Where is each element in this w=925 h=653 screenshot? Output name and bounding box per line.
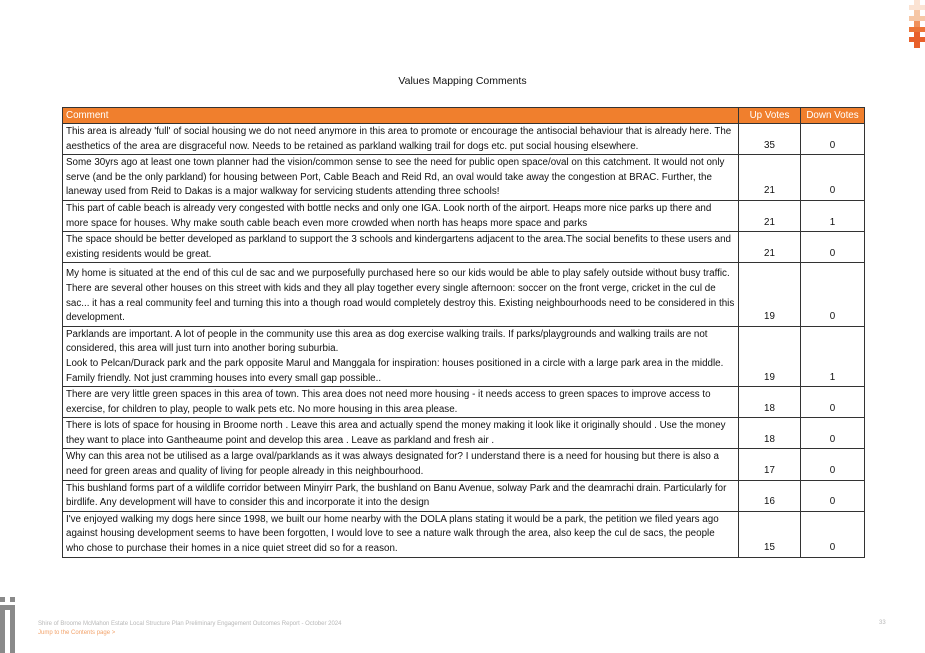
up-votes-cell: 21 xyxy=(739,155,801,201)
down-votes-cell: 0 xyxy=(801,387,865,418)
comments-table xyxy=(62,107,865,558)
down-votes-cell: 0 xyxy=(801,511,865,557)
up-votes-cell: 35 xyxy=(739,124,801,155)
header-up-votes: Up Votes xyxy=(739,108,801,124)
up-votes-cell: 21 xyxy=(739,200,801,231)
up-votes-cell: 18 xyxy=(739,387,801,418)
page-title: Values Mapping Comments xyxy=(398,75,527,87)
page-number: 33 xyxy=(879,620,886,626)
down-votes-cell: 0 xyxy=(801,418,865,449)
header-down-votes: Down Votes xyxy=(801,108,865,124)
up-votes-cell: 16 xyxy=(739,480,801,511)
comment-cell: I've enjoyed walking my dogs here since 1998, we built our home nearby with the DOLA plans stating it would be a park, the petition we filed years ago against housing development seems to have been forgotten, I would love to see a nature walk through the area, also keep the cul de sacs, the people who chose to purchase their homes in a nice quiet street did so for a reason. xyxy=(63,511,739,557)
down-votes-cell: 1 xyxy=(801,200,865,231)
contents-link[interactable]: Jump to the Contents page > xyxy=(38,630,116,636)
up-votes-cell: 21 xyxy=(739,232,801,263)
footer xyxy=(38,620,341,638)
table-row xyxy=(63,418,865,449)
comment-cell: Parklands are important. A lot of people in the community use this area as dog exercise walking trails. If parks/playgrounds and walking trails are not considered, this area will just turn into another boring suburbia. Look to Pelcan/Durack park and the park opposite Marul and Manggala for inspiration: houses positioned in a circle with a large park area in the middle. Family friendly. Not just cramming houses into every small gap possible.. xyxy=(63,326,739,386)
footer-report-title: Shire of Broome McMahon Estate Local Structure Plan Preliminary Engagement Outcomes Report - October 2024 xyxy=(38,621,342,627)
table-row xyxy=(63,511,865,557)
comment-cell: Why can this area not be utilised as a large oval/parklands as it was always designated for? I understand there is a need for housing but there is also a need for green areas and quality of living for people already in this neighbourhood. xyxy=(63,449,739,480)
comment-cell: This bushland forms part of a wildlife corridor between Minyirr Park, the bushland on Banu Avenue, solway Park and the deamrachi drain. Particularly for birdlife. Any development will have to consider this and incorporate it into the design xyxy=(63,480,739,511)
table-row xyxy=(63,200,865,231)
table-row xyxy=(63,232,865,263)
brand-mark-grey-icon xyxy=(0,597,16,653)
down-votes-cell: 0 xyxy=(801,263,865,326)
comment-cell: There is lots of space for housing in Broome north . Leave this area and actually spend the money making it look like it originally should . Use the money they want to place into Gantheaume point and develop this area . Leave as parkland and fresh air . xyxy=(63,418,739,449)
up-votes-cell: 17 xyxy=(739,449,801,480)
comment-cell: My home is situated at the end of this cul de sac and we purposefully purchased here so our kids would be able to play safely outside without busy traffic. There are several other houses on this street with kids and they all play together every single afternoon: soccer on the front verge, cricket in the cul de sac... it has a real community feel and turning this into a though road would completely destroy this. Existing neighbourhoods need to be considered in this development. xyxy=(63,263,739,326)
up-votes-cell: 19 xyxy=(739,326,801,386)
comment-cell: Some 30yrs ago at least one town planner had the vision/common sense to see the need for public open space/oval on this catchment. It would not only serve (and be the only parkland) for housing between Port, Cable Beach and Reid Rd, an oval would take away the congestion at BRAC. Further, the laneway used from Reid to Dakas is a major walkway for servicing students attending three schools! xyxy=(63,155,739,201)
down-votes-cell: 0 xyxy=(801,232,865,263)
brand-mark-icon xyxy=(909,0,925,48)
table-row xyxy=(63,480,865,511)
table-row xyxy=(63,326,865,386)
down-votes-cell: 0 xyxy=(801,124,865,155)
table-row xyxy=(63,124,865,155)
up-votes-cell: 19 xyxy=(739,263,801,326)
comment-cell: This part of cable beach is already very congested with bottle necks and only one IGA. Look north of the airport. Heaps more nice parks up there and more space for houses. Why make south cable beach even more crowded when north has heaps more space and parks xyxy=(63,200,739,231)
table-row xyxy=(63,387,865,418)
up-votes-cell: 15 xyxy=(739,511,801,557)
down-votes-cell: 1 xyxy=(801,326,865,386)
header-comment: Comment xyxy=(63,108,739,124)
comment-cell: The space should be better developed as parkland to support the 3 schools and kindergartens adjacent to the area.The social benefits to these users and existing residents would be great. xyxy=(63,232,739,263)
comment-cell: There are very little green spaces in this area of town. This area does not need more housing - it needs access to green spaces to improve access to exercise, for children to play, people to walk pets etc. No more housing in this area please. xyxy=(63,387,739,418)
table-row xyxy=(63,449,865,480)
down-votes-cell: 0 xyxy=(801,480,865,511)
down-votes-cell: 0 xyxy=(801,449,865,480)
table-row xyxy=(63,155,865,201)
table-header-row xyxy=(63,108,865,124)
down-votes-cell: 0 xyxy=(801,155,865,201)
table-row xyxy=(63,263,865,326)
up-votes-cell: 18 xyxy=(739,418,801,449)
comment-cell: This area is already 'full' of social housing we do not need anymore in this area to promote or encourage the antisocial behaviour that is already here. The aesthetics of the area are disgraceful now. Needs to be retained as parkland walking trail for dogs etc. put social housing elsewhere. xyxy=(63,124,739,155)
